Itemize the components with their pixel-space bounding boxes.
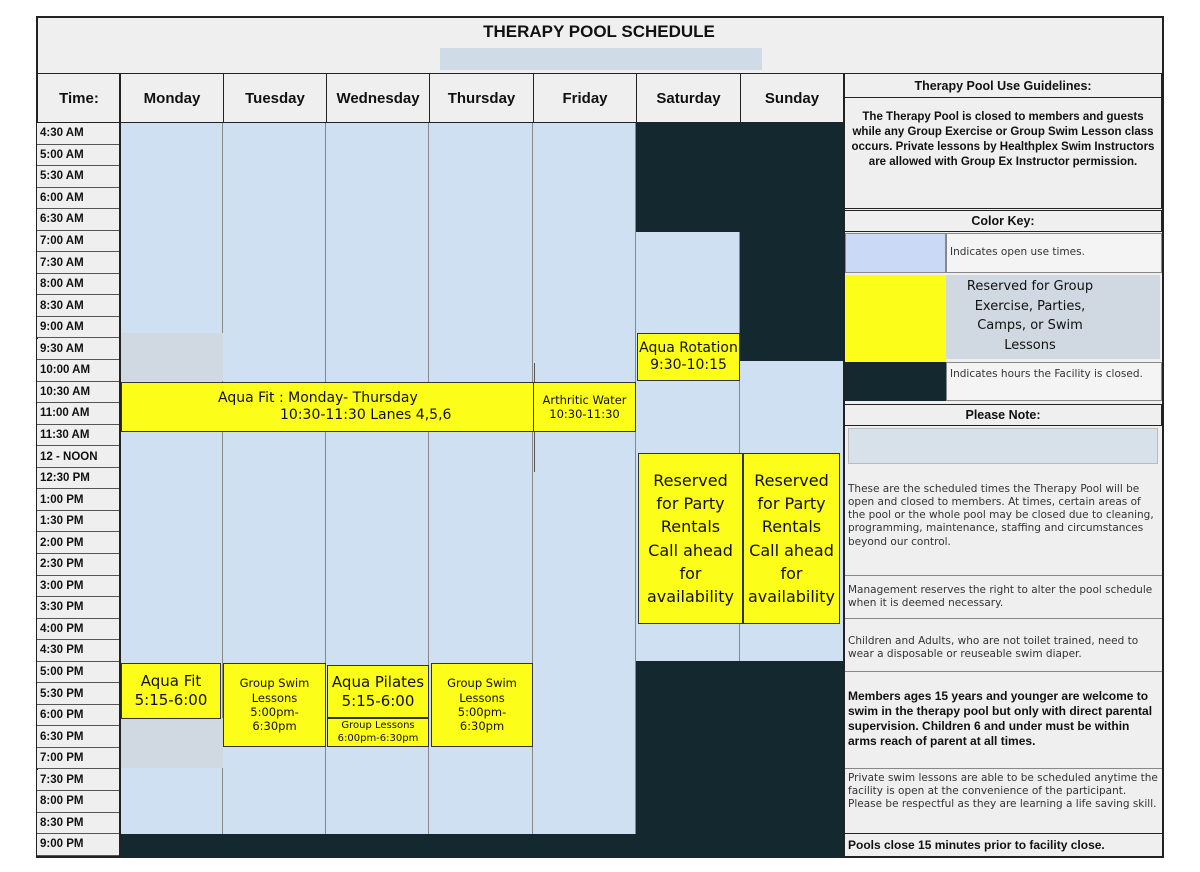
monday-morning-grey-block bbox=[120, 333, 223, 381]
party-sat-line: Call ahead bbox=[648, 540, 733, 560]
party-sat-line: Reserved bbox=[653, 470, 728, 490]
event-party-sunday bbox=[743, 453, 840, 624]
time-slot-label: 8:00 PM bbox=[37, 791, 120, 813]
page-title: THERAPY POOL SCHEDULE bbox=[483, 22, 715, 41]
event-party-saturday bbox=[638, 453, 743, 624]
note-pool-close: Pools close 15 minutes prior to facility close. bbox=[848, 838, 1105, 852]
guidelines-text: The Therapy Pool is closed to members and guests while any Group Exercise or Group Swim Lesson class occurs. Private lessons by Healthplex Swim Instructors are allowed with Group Ex Instructor permission. bbox=[844, 97, 1162, 209]
time-slot-label: 5:00 PM bbox=[37, 662, 120, 684]
party-sat-line: Rentals bbox=[660, 517, 721, 537]
friday-divider-upper bbox=[534, 363, 535, 383]
event-aqua-fit-mon-thu-line2: 10:30-11:30 Lanes 4,5,6 bbox=[280, 407, 452, 423]
time-slot-label: 6:00 AM bbox=[37, 188, 120, 210]
event-arthritic-water-line1: Arthritic Water bbox=[542, 392, 627, 407]
party-sun-line: availability bbox=[747, 586, 835, 606]
group-swim-thu-line: Lessons bbox=[459, 690, 505, 705]
closed-block-sunday-evening bbox=[740, 661, 844, 857]
note-swim-diaper: Children and Adults, who are not toilet trained, need to wear a disposable or reuseable swim diaper. bbox=[845, 620, 1162, 672]
closed-block-weekday-9pm bbox=[120, 834, 636, 857]
time-slot-label: 10:30 AM bbox=[37, 382, 120, 404]
closed-block-sunday-morning bbox=[740, 123, 844, 361]
group-swim-thu-line: Group Swim bbox=[447, 676, 517, 691]
time-slot-label: 5:30 PM bbox=[37, 683, 120, 705]
panel-divider bbox=[843, 73, 845, 857]
time-slot-label: 8:30 AM bbox=[37, 295, 120, 317]
time-slot-label: 2:00 PM bbox=[37, 532, 120, 554]
day-header-monday: Monday bbox=[120, 73, 224, 123]
party-sun-line: for bbox=[780, 563, 803, 583]
time-slot-label: 8:00 AM bbox=[37, 274, 120, 296]
time-slot-label: 7:00 PM bbox=[37, 748, 120, 770]
group-swim-tue-line: 6:30pm bbox=[252, 719, 297, 734]
guidelines-heading: Therapy Pool Use Guidelines: bbox=[844, 73, 1162, 98]
group-swim-tue-line: 5:00pm- bbox=[250, 705, 299, 719]
please-note-blank-box bbox=[848, 428, 1158, 464]
event-group-swim-tuesday bbox=[223, 663, 326, 747]
note-age-supervision: Members ages 15 years and younger are welcome to swim in the therapy pool but only with direct parental supervision. Children 6 and under must be within arms reach of parent at all times. bbox=[845, 673, 1162, 769]
color-key-heading: Color Key: bbox=[844, 210, 1162, 232]
party-sat-line: for bbox=[679, 563, 702, 583]
time-slot-label: 12 - NOON bbox=[37, 446, 120, 468]
day-header-thursday: Thursday bbox=[429, 73, 534, 123]
group-lessons-wed-line2: 6:00pm-6:30pm bbox=[337, 732, 419, 744]
time-slot-label: 5:00 AM bbox=[37, 145, 120, 167]
event-arthritic-water bbox=[533, 382, 636, 432]
time-slot-label: 9:00 PM bbox=[37, 834, 120, 856]
key-open-swatch bbox=[845, 233, 946, 273]
time-column-header: Time: bbox=[37, 73, 121, 123]
event-aqua-fit-mon-thu-line1: Aqua Fit : Monday- Thursday bbox=[218, 389, 418, 406]
party-sun-line: for Party bbox=[757, 494, 826, 514]
time-slot-label: 11:00 AM bbox=[37, 403, 120, 425]
event-aqua-rotation-line2: 9:30-10:15 bbox=[650, 357, 727, 373]
party-sat-line: for Party bbox=[656, 494, 725, 514]
time-slot-label: 4:30 AM bbox=[37, 123, 120, 145]
time-slot-label: 12:30 PM bbox=[37, 468, 120, 490]
time-slot-label: 1:30 PM bbox=[37, 511, 120, 533]
note-management: Management reserves the right to alter the pool schedule when it is deemed necessary. bbox=[845, 577, 1162, 619]
day-header-tuesday: Tuesday bbox=[223, 73, 327, 123]
note-scheduled-times: These are the scheduled times the Therapy Pool will be open and closed to members. At times, certain areas of the pool or the whole pool may be closed due to cleaning, programming, maintenance, staffing and circumstances beyond our control. bbox=[845, 469, 1162, 576]
key-reserved-swatch bbox=[845, 275, 946, 362]
party-sun-line: Call ahead bbox=[749, 540, 834, 560]
key-closed-label: Indicates hours the Facility is closed. bbox=[946, 362, 1162, 401]
time-slot-label: 9:00 AM bbox=[37, 317, 120, 339]
time-slot-label: 10:00 AM bbox=[37, 360, 120, 382]
aqua-fit-mon-line1: Aqua Fit bbox=[140, 672, 202, 691]
group-swim-thu-line: 5:00pm- bbox=[457, 705, 507, 719]
closed-block-saturday-morning bbox=[636, 123, 740, 232]
party-sun-line: Rentals bbox=[761, 517, 822, 537]
key-open-label: Indicates open use times. bbox=[946, 233, 1162, 273]
monday-evening-grey-block bbox=[120, 718, 223, 768]
party-sat-line: availability bbox=[646, 586, 734, 606]
time-slot-label: 4:00 PM bbox=[37, 619, 120, 641]
time-slot-label: 3:00 PM bbox=[37, 576, 120, 598]
friday-divider-lower bbox=[534, 432, 535, 472]
key-closed-swatch bbox=[845, 362, 946, 401]
aqua-pilates-line1: Aqua Pilates bbox=[331, 672, 425, 691]
time-slot-label: 4:30 PM bbox=[37, 640, 120, 662]
time-slot-label: 7:00 AM bbox=[37, 231, 120, 253]
group-swim-tue-line: Lessons bbox=[251, 690, 298, 705]
event-group-swim-thursday bbox=[431, 663, 533, 747]
day-header-wednesday: Wednesday bbox=[326, 73, 430, 123]
event-group-lessons-wednesday bbox=[327, 718, 429, 747]
time-slot-label: 3:30 PM bbox=[37, 597, 120, 619]
day-header-sunday: Sunday bbox=[740, 73, 844, 123]
note-private-lessons: Private swim lessons are able to be scheduled anytime the facility is open at the convenience of the participant. Please be respectful as they are learning a life saving skill. bbox=[845, 770, 1162, 834]
time-slot-label: 6:30 PM bbox=[37, 726, 120, 748]
time-slot-label: 5:30 AM bbox=[37, 166, 120, 188]
event-aqua-rotation bbox=[637, 333, 740, 381]
closed-block-saturday-evening bbox=[636, 661, 740, 857]
time-slot-label: 11:30 AM bbox=[37, 425, 120, 447]
group-swim-tue-line: Group Swim bbox=[239, 676, 310, 691]
time-slot-label: 6:30 AM bbox=[37, 209, 120, 231]
group-lessons-wed-line1: Group Lessons bbox=[341, 720, 415, 731]
time-slot-label: 7:30 PM bbox=[37, 770, 120, 792]
key-reserved-label: Reserved for Group Exercise, Parties, Camps, or Swim Lessons bbox=[946, 275, 1160, 359]
time-slot-label: 9:30 AM bbox=[37, 339, 120, 361]
event-aqua-rotation-line1: Aqua Rotation bbox=[639, 339, 738, 356]
group-swim-thu-line: 6:30pm bbox=[459, 719, 505, 734]
please-note-heading: Please Note: bbox=[844, 404, 1162, 426]
time-slot-label: 8:30 PM bbox=[37, 813, 120, 835]
event-aqua-fit-monday-evening bbox=[121, 663, 221, 719]
event-aqua-pilates bbox=[327, 665, 429, 718]
time-column-divider bbox=[119, 73, 121, 857]
title-highlight-bar bbox=[440, 48, 762, 70]
party-sun-line: Reserved bbox=[754, 470, 829, 490]
column-friday bbox=[533, 123, 636, 834]
time-slot-label: 2:30 PM bbox=[37, 554, 120, 576]
aqua-pilates-line2: 5:15-6:00 bbox=[341, 691, 415, 710]
time-slot-label: 6:00 PM bbox=[37, 705, 120, 727]
aqua-fit-mon-line2: 5:15-6:00 bbox=[134, 691, 208, 709]
event-aqua-fit-mon-thu bbox=[121, 382, 534, 432]
event-arthritic-water-line2: 10:30-11:30 bbox=[549, 407, 620, 421]
day-header-saturday: Saturday bbox=[636, 73, 741, 123]
time-slot-label: 1:00 PM bbox=[37, 489, 120, 511]
time-slot-label: 7:30 AM bbox=[37, 252, 120, 274]
day-header-friday: Friday bbox=[533, 73, 637, 123]
